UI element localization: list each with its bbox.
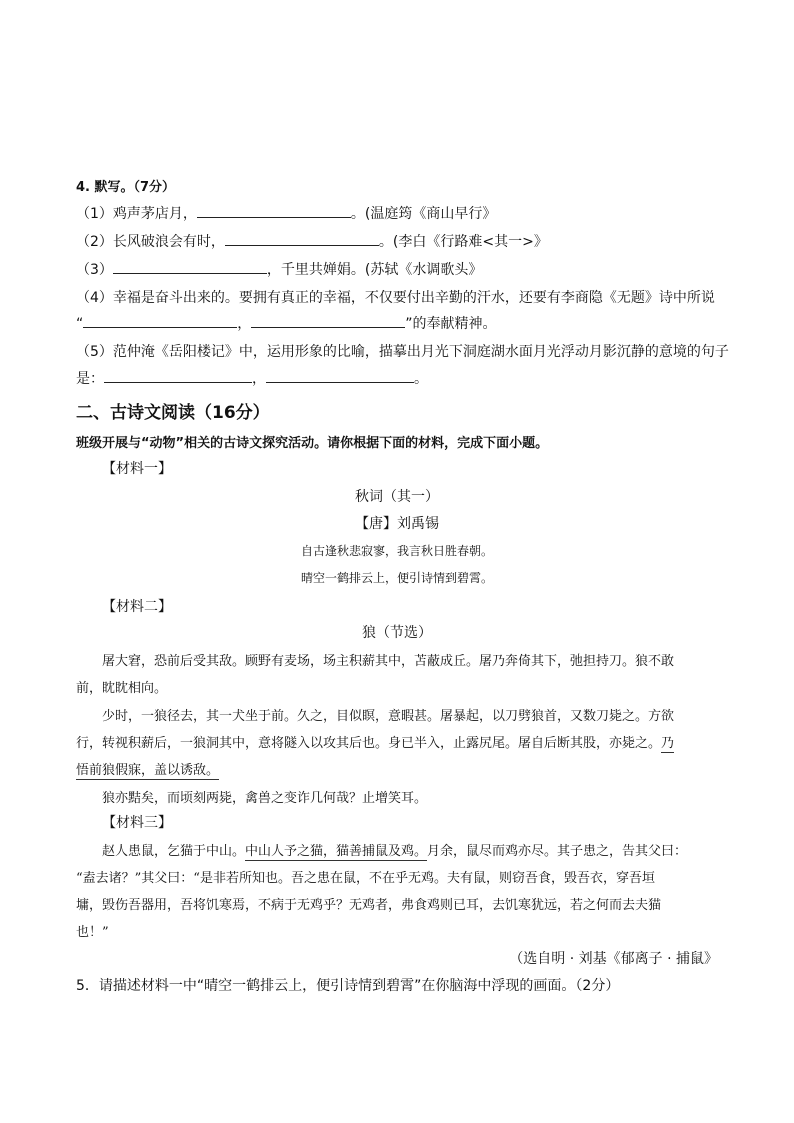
material3-line2: “盍去诸？”其父曰：“是非若所知也。吾之患在鼠，不在乎无鸡。夫有鼠，则窃吾食，毁吾衣，穿吾垣 <box>76 871 655 886</box>
answer-blank[interactable] <box>113 259 267 274</box>
material2-p2-line3 <box>76 759 219 778</box>
comma: ， <box>252 371 266 387</box>
q4-item-2-prefix: （2）长风破浪会有时， <box>76 234 225 250</box>
material2-p2-line2 <box>76 732 674 751</box>
comma: ， <box>237 316 252 332</box>
underlined-text: 悟前狼假寐，盖以诱敌。 <box>76 763 220 778</box>
poem-author: 【唐】刘禹锡 <box>355 516 439 532</box>
q4-item-5-suffix: 。 <box>414 371 428 387</box>
q4-item-1-suffix: 。(温庭筠《商山早行》 <box>350 206 497 222</box>
text-segment: 行，转视积薪后，一狼洞其中，意将隧入以攻其后也。身已半入，止露尻尾。屠自后断其股，亦毙之。 <box>76 736 662 751</box>
q4-title: 4. 默写。（7分） <box>76 180 176 195</box>
q4-item-2 <box>76 231 548 251</box>
q4-item-5-line1: （5）范仲淹《岳阳楼记》中，运用形象的比喻，描摹出月光下洞庭湖水面月光浮动月影沉静的意境的句子 <box>76 344 729 360</box>
text-segment: 赵人患鼠，乞猫于中山。 <box>102 844 246 859</box>
underlined-text: 乃 <box>661 736 675 751</box>
material3-label: 【材料三】 <box>102 815 172 831</box>
q4-item-1 <box>76 203 496 223</box>
material3-line4: 也！” <box>76 925 109 940</box>
poem-line-1: 自古逢秋悲寂寥，我言秋日胜春朝。 <box>300 544 493 558</box>
answer-blank[interactable] <box>225 231 379 246</box>
material2-p3: 狼亦黠矣，而顷刻两毙，禽兽之变诈几何哉？止增笑耳。 <box>102 791 428 806</box>
q4-item-5-line2 <box>76 368 428 388</box>
q4-item-3-suffix: ，千里共婵娟。(苏轼《水调歌头》 <box>266 262 483 278</box>
material3-line1 <box>102 840 687 859</box>
poem-line-2: 晴空一鹤排云上，便引诗情到碧霄。 <box>300 571 493 585</box>
q4-item-2-suffix: 。(李白《行路难<其一>》 <box>378 234 548 250</box>
material3-line3: 墉，毁伤吾器用，吾将饥寒焉，不病于无鸡乎？无鸡者，弗食鸡则已耳，去饥寒犹远，若之何而去夫猫 <box>76 898 662 913</box>
answer-blank[interactable] <box>104 368 252 383</box>
answer-blank[interactable] <box>197 203 351 218</box>
material1-label: 【材料一】 <box>102 461 172 477</box>
q4-item-4-line2 <box>76 313 497 333</box>
section2-intro: 班级开展与“动物”相关的古诗文探究活动。请你根据下面的材料，完成下面小题。 <box>76 436 549 451</box>
material2-p1-line2: 前，眈眈相向。 <box>76 681 168 696</box>
q4-item-1-prefix: （1）鸡声茅店月， <box>76 206 197 222</box>
q4-item-3 <box>76 259 482 279</box>
text-segment: 月余，鼠尽而鸡亦尽。其子患之，告其父曰： <box>427 844 688 859</box>
material2-title: 狼（节选） <box>362 625 432 641</box>
q4-item-4-suffix: ”的奉献精神。 <box>405 316 497 332</box>
answer-blank[interactable] <box>83 313 237 328</box>
poem-title: 秋词（其一） <box>355 489 439 505</box>
answer-blank[interactable] <box>251 313 405 328</box>
material2-label: 【材料二】 <box>102 599 172 615</box>
q4-item-3-prefix: （3） <box>76 262 113 278</box>
underlined-text: 中山人予之猫，猫善捕鼠及鸡。 <box>245 844 428 859</box>
open-quote: “ <box>76 316 84 332</box>
q5-text: 5．请描述材料一中“晴空一鹤排云上，便引诗情到碧霄”在你脑海中浮现的画面。（2分） <box>76 978 620 994</box>
section2-heading: 二、古诗文阅读（16分） <box>76 403 270 423</box>
q4-item-4-line1: （4）幸福是奋斗出来的。要拥有真正的幸福，不仅要付出辛勤的汗水，还要有李商隐《无题》诗中所说 <box>76 290 715 306</box>
material2-p2-line1: 少时，一狼径去，其一犬坐于前。久之，目似瞑，意暇甚。屠暴起，以刀劈狼首，又数刀毙之。方欲 <box>102 709 675 724</box>
q4-item-5-prefix: 是： <box>76 371 104 387</box>
material2-p1-line1: 屠大窘，恐前后受其敌。顾野有麦场，场主积薪其中，苫蔽成丘。屠乃奔倚其下，弛担持刀。狼不敢 <box>102 654 675 669</box>
material3-source: （选自明 · 刘基《郁离子 · 捕鼠》 <box>509 951 718 967</box>
answer-blank[interactable] <box>266 368 414 383</box>
